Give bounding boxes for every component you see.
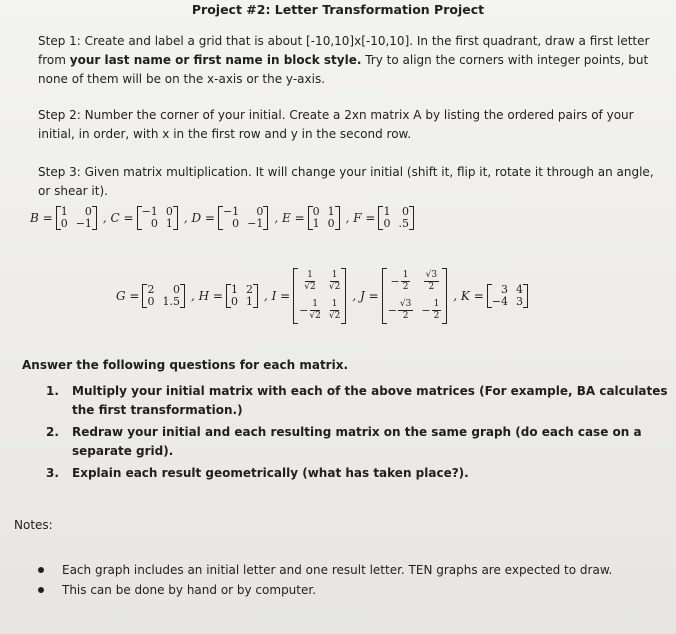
list-item bbox=[46, 464, 672, 483]
matrix-b-name: B = bbox=[30, 211, 53, 225]
fraction bbox=[309, 299, 320, 322]
fraction-numerator: 1 bbox=[433, 299, 440, 309]
matrix-cell: 2 bbox=[245, 283, 253, 296]
fraction-denominator: 2 bbox=[428, 282, 435, 292]
fraction-numerator: √3 bbox=[425, 270, 438, 280]
matrix-row-2 bbox=[116, 268, 528, 324]
matrix-cell: 1 bbox=[312, 217, 320, 230]
matrix-e-name: , E = bbox=[274, 211, 305, 225]
matrix-cell: .5 bbox=[398, 217, 409, 230]
fraction-numerator: 1 bbox=[307, 270, 313, 280]
matrix-f-bracket bbox=[378, 206, 414, 230]
fraction bbox=[304, 270, 315, 293]
matrix-cell bbox=[329, 270, 340, 293]
matrix-i bbox=[264, 268, 346, 324]
matrix-cell: 0 bbox=[150, 217, 158, 230]
question-text: Explain each result geometrically (what has taken place?). bbox=[72, 466, 469, 480]
matrix-cell: 0 bbox=[172, 283, 180, 296]
fraction bbox=[401, 270, 411, 293]
fraction-numerator: √3 bbox=[399, 299, 412, 309]
fraction-denominator: 2 bbox=[433, 311, 440, 321]
matrix-cell bbox=[421, 299, 441, 322]
matrix-j bbox=[352, 268, 447, 324]
matrix-cell: 0 bbox=[84, 205, 92, 218]
matrix-b bbox=[30, 206, 97, 230]
minus-sign: − bbox=[299, 303, 309, 317]
fraction-denominator: 2 bbox=[402, 311, 409, 321]
list-item bbox=[46, 423, 672, 461]
bullet-icon bbox=[38, 567, 44, 573]
matrix-cell bbox=[421, 270, 441, 293]
matrix-cell: 1 bbox=[165, 217, 173, 230]
matrix-j-bracket bbox=[382, 268, 448, 324]
fraction bbox=[432, 299, 442, 322]
fraction-denominator: √2 bbox=[328, 311, 341, 321]
minus-sign: − bbox=[421, 303, 431, 317]
minus-sign: − bbox=[390, 274, 400, 288]
matrix-g-name: G = bbox=[116, 289, 140, 303]
question-text: Redraw your initial and each resulting matrix on the same graph (do each case on a separate grid). bbox=[72, 425, 642, 458]
matrix-g-bracket bbox=[142, 284, 185, 308]
list-item bbox=[38, 580, 668, 600]
matrix-j-name: , J = bbox=[352, 289, 379, 303]
fraction bbox=[329, 299, 340, 322]
matrix-cell: 0 bbox=[256, 205, 264, 218]
fraction bbox=[424, 270, 439, 293]
answer-heading: Answer the following questions for each matrix. bbox=[22, 358, 349, 372]
step-3: Step 3: Given matrix multiplication. It will change your initial (shift it, flip it, rotate it through an angle, or shear it). bbox=[38, 165, 654, 198]
question-number: 1. bbox=[46, 384, 59, 398]
matrix-cell: 1.5 bbox=[162, 295, 180, 308]
matrix-cell: 2 bbox=[147, 283, 155, 296]
page-title: Project #2: Letter Transformation Project bbox=[191, 2, 485, 17]
matrix-c-name: , C = bbox=[102, 211, 134, 225]
question-number: 3. bbox=[46, 466, 59, 480]
matrix-cell: 0 bbox=[230, 295, 238, 308]
matrix-cell: 0 bbox=[327, 217, 335, 230]
fraction-numerator: 1 bbox=[331, 270, 338, 280]
matrix-cell: 3 bbox=[515, 295, 523, 308]
matrix-h bbox=[191, 284, 258, 308]
matrix-i-bracket bbox=[293, 268, 346, 324]
note-text: Each graph includes an initial letter and one result letter. TEN graphs are expected to draw. bbox=[62, 563, 613, 577]
matrix-row-1 bbox=[30, 206, 414, 230]
fraction-denominator: √2 bbox=[304, 282, 316, 292]
matrix-cell: 1 bbox=[245, 295, 253, 308]
fraction-denominator: √2 bbox=[309, 311, 321, 321]
notes-list bbox=[38, 560, 668, 600]
fraction-numerator: 1 bbox=[331, 299, 338, 309]
matrix-d-bracket bbox=[218, 206, 268, 230]
fraction bbox=[398, 299, 413, 322]
matrix-cell: −4 bbox=[491, 295, 508, 308]
matrix-cell bbox=[299, 299, 321, 322]
fraction-numerator: 1 bbox=[402, 270, 409, 280]
matrix-c bbox=[103, 206, 178, 230]
matrix-k bbox=[453, 284, 528, 308]
matrix-cell bbox=[388, 299, 414, 322]
matrix-k-name: , K = bbox=[453, 289, 484, 303]
matrix-cell: 0 bbox=[60, 217, 68, 230]
matrix-d-name: , D = bbox=[183, 211, 215, 225]
matrix-e bbox=[274, 206, 339, 230]
matrix-cell: 4 bbox=[515, 283, 523, 296]
matrix-cell bbox=[329, 299, 340, 322]
fraction-numerator: 1 bbox=[312, 299, 318, 309]
matrix-k-bracket bbox=[487, 284, 528, 308]
bullet-icon bbox=[38, 587, 44, 593]
matrix-cell: 0 bbox=[165, 205, 173, 218]
matrix-cell: 0 bbox=[401, 205, 409, 218]
matrix-e-bracket bbox=[308, 206, 340, 230]
matrix-h-name: , H = bbox=[190, 289, 223, 303]
matrix-cell: 0 bbox=[147, 295, 155, 308]
matrix-h-bracket bbox=[226, 284, 258, 308]
matrix-cell: 0 bbox=[232, 217, 240, 230]
matrix-g bbox=[116, 284, 185, 308]
matrix-cell: −1 bbox=[222, 205, 240, 218]
matrix-cell: −1 bbox=[141, 205, 158, 218]
matrix-cell: 0 bbox=[383, 217, 391, 230]
matrix-cell: 1 bbox=[60, 205, 68, 218]
step-2: Step 2: Number the corner of your initial. Create a 2xn matrix A by listing the ordered pairs of your initial, in order, with x in the first row and y in the second row. bbox=[38, 108, 634, 141]
question-list bbox=[46, 382, 672, 486]
matrix-f bbox=[346, 206, 414, 230]
fraction bbox=[329, 270, 340, 293]
matrix-f-name: , F = bbox=[345, 211, 376, 225]
matrix-cell bbox=[388, 270, 414, 293]
matrix-cell: 1 bbox=[230, 283, 238, 296]
question-text: Multiply your initial matrix with each of the above matrices (For example, BA calculates the first transformation.) bbox=[72, 384, 668, 417]
matrix-cell: −1 bbox=[75, 217, 92, 230]
matrix-cell: −1 bbox=[247, 217, 264, 230]
step-1 bbox=[38, 32, 668, 89]
fraction-denominator: √2 bbox=[328, 282, 341, 292]
step-1-rest: Try to align the corners with integer points, but none of them will be on the x-axis or the y-axis. bbox=[38, 53, 649, 86]
step-1-intro: Step 1: Create and label a grid that is about [-10,10]x[-10,10]. In the first quadrant, draw a first letter from bbox=[38, 34, 650, 67]
minus-sign: − bbox=[387, 303, 397, 317]
matrix-cell: 3 bbox=[500, 283, 508, 296]
matrix-d bbox=[184, 206, 269, 230]
matrix-cell: 1 bbox=[327, 205, 335, 218]
list-item bbox=[46, 382, 672, 420]
matrix-b-bracket bbox=[56, 206, 97, 230]
question-number: 2. bbox=[46, 425, 59, 439]
matrix-cell: 0 bbox=[312, 205, 320, 218]
fraction-denominator: 2 bbox=[402, 282, 409, 292]
matrix-i-name: , I = bbox=[263, 289, 291, 303]
notes-label: Notes: bbox=[14, 518, 53, 532]
matrix-cell: 1 bbox=[383, 205, 391, 218]
matrix-cell bbox=[299, 270, 321, 293]
step-1-bold: your last name or first name in block style. bbox=[69, 53, 362, 67]
note-text: This can be done by hand or by computer. bbox=[62, 583, 317, 597]
list-item bbox=[38, 560, 668, 580]
matrix-c-bracket bbox=[137, 206, 178, 230]
